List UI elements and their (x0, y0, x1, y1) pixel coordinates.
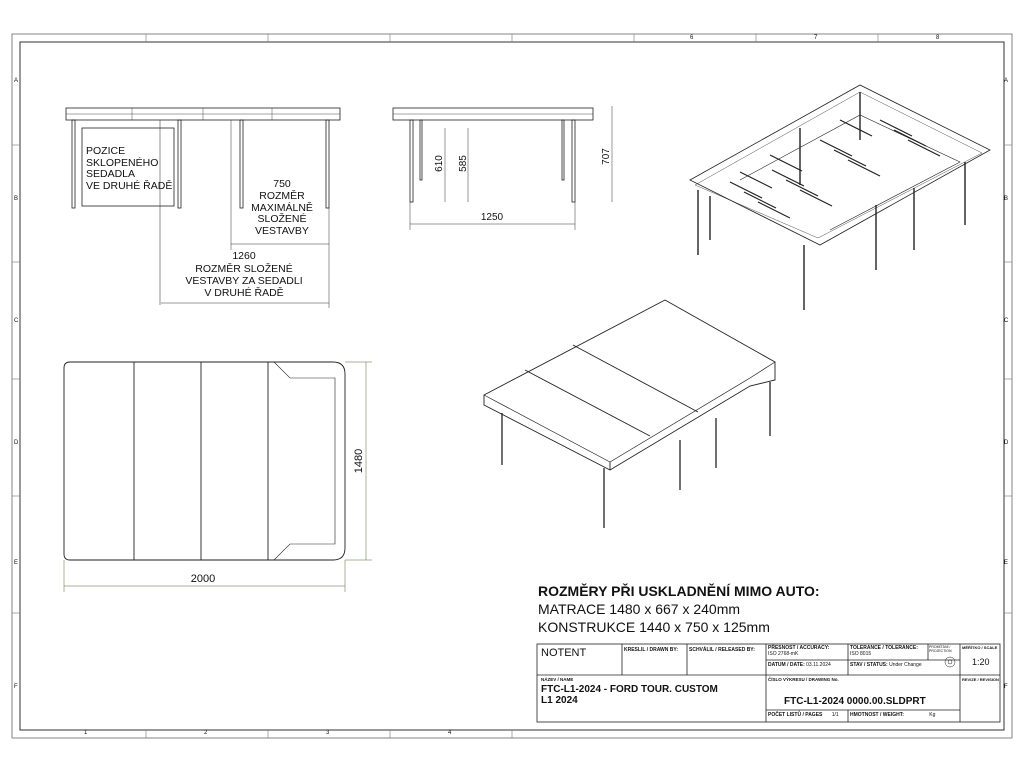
zone-col-1: 1 (84, 730, 88, 736)
zone-row-d-right: D (1004, 440, 1009, 446)
label-line: SLOŽENÉ (257, 213, 307, 225)
accuracy-label: PŘESNOST / ACCURACY: (768, 645, 830, 651)
front-leg (410, 120, 413, 202)
drawing-name-line-2: L1 2024 (541, 695, 578, 706)
dim-610: 610 (433, 155, 445, 172)
isometric-frame-view (690, 85, 990, 310)
zone-row-f-right: F (1004, 684, 1008, 690)
drawn-by-label: KRESLIL / DRAWN BY: (624, 647, 678, 653)
name-label: NÁZEV / NAME (541, 677, 574, 682)
accuracy-value: ISO 2768-mK (768, 651, 799, 657)
zone-col-7: 7 (814, 35, 818, 41)
pages-label: POČET LISTŮ / PAGES (768, 712, 823, 718)
iso-mattress-seam (525, 370, 650, 436)
iso-slats (730, 120, 940, 218)
dim-1250: 1250 (480, 212, 504, 223)
company-name: NOTENT (541, 647, 587, 659)
mattress-outline (64, 362, 345, 560)
zone-col-6: 6 (690, 35, 694, 41)
dim-707: 707 (600, 148, 612, 165)
date-label: DATUM / DATE: (768, 662, 805, 668)
dim-2000: 2000 (190, 573, 216, 585)
note-line: VE DRUHÉ ŘADĚ (86, 179, 173, 192)
front-view (393, 108, 593, 202)
storage-note-title: ROZMĚRY PŘI USKLADNĚNÍ MIMO AUTO: (538, 583, 820, 599)
storage-note (538, 582, 820, 636)
storage-note-frame: KONSTRUKCE 1440 x 750 x 125mm (538, 619, 770, 635)
date-row (768, 662, 831, 668)
label-line: ROZMĚR (259, 190, 305, 202)
zone-row-b: B (14, 196, 19, 202)
note-line: SEDADLA (86, 168, 136, 180)
label-line: VESTAVBY (255, 224, 309, 237)
drawing-no-value: FTC-L1-2024 0000.00.SLDPRT (784, 696, 926, 707)
storage-note-mattress: MATRACE 1480 x 667 x 240mm (538, 601, 741, 617)
date-value: 03.11.2024 (806, 662, 831, 668)
zone-col-2: 2 (204, 730, 208, 736)
isometric-mattress-view (484, 300, 775, 528)
scale-label: MĚŘÍTKO / SCALE (962, 645, 998, 650)
tolerance-label: TOLERANCE / TOLERANCE: (850, 645, 918, 651)
dim-1480: 1480 (353, 448, 366, 474)
pages-value: 1/1 (831, 712, 839, 718)
pages-row (768, 712, 839, 718)
label-line: VESTAVBY ZA SEDADLI (185, 275, 303, 287)
zone-row-a-right: A (1004, 78, 1009, 84)
status-value: Under Change (889, 662, 922, 668)
weight-unit: Kg (929, 712, 936, 718)
scale-value: 1:20 (972, 657, 990, 667)
top-view-dimensions (64, 362, 372, 592)
iso-legs (698, 92, 965, 310)
weight-row (850, 712, 935, 718)
dim-750-label (232, 191, 332, 237)
zone-row-c: C (14, 318, 19, 324)
zone-col-4: 4 (448, 730, 452, 736)
zone-row-b-right: B (1004, 196, 1009, 202)
top-view (64, 362, 345, 560)
mattress-cutout (274, 362, 335, 560)
revision-label: REVIZE / REVISION (962, 677, 999, 682)
label-line: MAXIMÁLNĚ (251, 201, 313, 214)
dim-1260: 1260 (232, 250, 256, 262)
projection-symbol (945, 657, 955, 667)
iso-mattress-body (484, 300, 775, 470)
note-line: SKLOPENÉHO (86, 156, 159, 169)
zone-row-e-right: E (1004, 560, 1009, 566)
weight-label: HMOTNOST / WEIGHT: (850, 712, 904, 718)
iso-frame-outline (690, 85, 990, 245)
zone-row-e: E (14, 560, 19, 566)
status-row (850, 662, 922, 668)
iso-mattress-legs (502, 382, 770, 528)
side-leg (178, 120, 181, 208)
tolerance-value: ISO 8015 (850, 651, 872, 657)
label-line: ROZMĚR SLOŽENÉ (195, 263, 293, 275)
projection-label: PROMÍTÁNÍ / PROJECTION (929, 645, 952, 653)
drawing-no-label: ČÍSLO VÝKRESU / DRAWING No. (768, 677, 839, 682)
drawing-name-line-1: FTC-L1-2024 - FORD TOUR. CUSTOM (541, 684, 718, 695)
released-by-label: SCHVÁLIL / RELEASED BY: (689, 647, 755, 653)
dim-1260-label (174, 263, 314, 299)
status-label: STAV / STATUS: (850, 662, 888, 668)
zone-row-d: D (14, 440, 19, 446)
front-leg (572, 120, 575, 202)
label-line: V DRUHÉ ŘADĚ (204, 287, 284, 299)
dim-585: 585 (457, 155, 469, 172)
drawing-name (541, 684, 718, 706)
outer-frame (12, 34, 1012, 738)
zone-col-3: 3 (326, 730, 330, 736)
zone-col-8: 8 (936, 35, 940, 41)
zone-row-a: A (14, 78, 19, 84)
iso-mattress-seam (573, 345, 698, 412)
zone-row-f: F (14, 684, 18, 690)
note-line: POZICE (86, 145, 126, 157)
dim-750: 750 (273, 178, 291, 190)
side-leg (72, 120, 75, 208)
zone-row-c-right: C (1004, 318, 1009, 324)
zone-ticks (12, 34, 1012, 738)
folded-seat-note (86, 146, 172, 192)
